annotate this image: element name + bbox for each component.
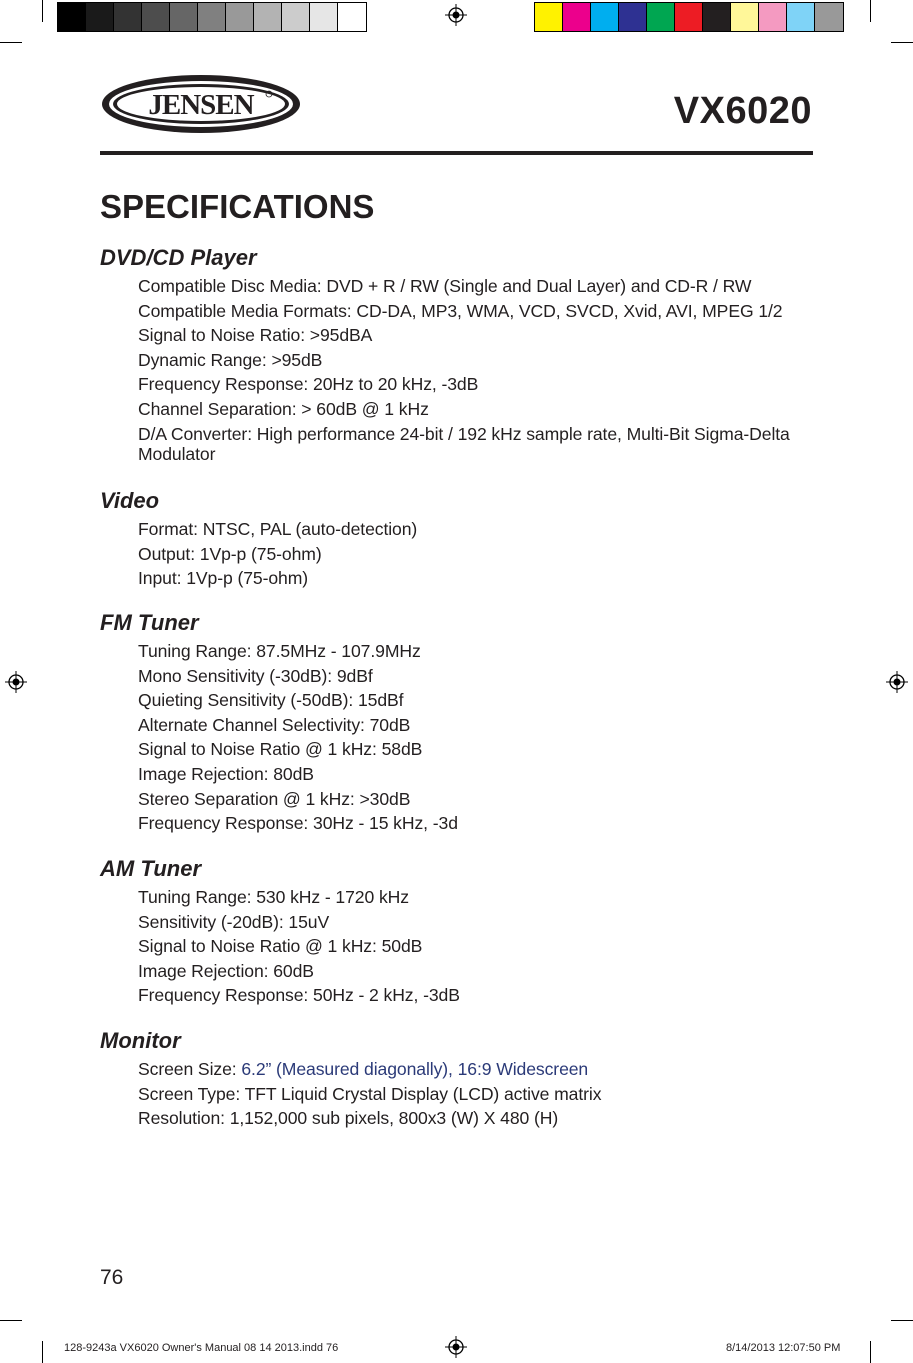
section-title: Video — [100, 488, 160, 513]
spec-item: Screen Type: TFT Liquid Crystal Display (LCD) active matrix — [138, 1083, 602, 1104]
section-am-tuner — [100, 856, 820, 1010]
color-swatch — [310, 3, 338, 31]
spec-list — [138, 519, 820, 588]
crop-mark — [891, 1320, 913, 1321]
spec-item: Alternate Channel Selectivity: 70dB — [138, 714, 411, 735]
crop-mark — [870, 0, 871, 22]
spec-item: Sensitivity (-20dB): 15uV — [138, 911, 330, 932]
spec-value: 6.2” (Measured diagonally), 16:9 Widescreen — [241, 1059, 589, 1079]
crop-mark — [891, 42, 913, 43]
crop-mark — [0, 1320, 22, 1321]
color-swatch — [114, 3, 142, 31]
spec-item: Compatible Disc Media: DVD + R / RW (Single and Dual Layer) and CD-R / RW — [138, 276, 752, 296]
logo-text: JENSEN — [148, 89, 254, 121]
spec-item: Stereo Separation @ 1 kHz: >30dB — [138, 788, 411, 809]
color-swatch — [731, 3, 759, 31]
spec-item: Output: 1Vp-p (75-ohm) — [138, 543, 322, 564]
spec-item: Dynamic Range: >95dB — [138, 349, 323, 370]
color-swatch — [815, 3, 843, 31]
gray-calibration-bar — [57, 2, 367, 32]
color-swatch — [58, 3, 86, 31]
color-calibration-bar — [534, 2, 844, 32]
spec-item: Image Rejection: 80dB — [138, 763, 314, 784]
section-title: Monitor — [100, 1028, 181, 1053]
section-title: FM Tuner — [100, 610, 199, 635]
crop-mark — [870, 1341, 871, 1363]
spec-list — [138, 1059, 820, 1128]
spec-list — [138, 276, 820, 464]
color-swatch — [535, 3, 563, 31]
color-swatch — [591, 3, 619, 31]
color-swatch — [619, 3, 647, 31]
section-title: DVD/CD Player — [100, 245, 257, 270]
jensen-logo — [100, 73, 302, 135]
spec-item: Signal to Noise Ratio @ 1 kHz: 50dB — [138, 936, 423, 957]
section-fm-tuner — [100, 610, 820, 838]
crop-mark — [0, 42, 22, 43]
spec-item: Frequency Response: 30Hz - 15 kHz, -3d — [138, 813, 458, 834]
spec-item: Signal to Noise Ratio: >95dBA — [138, 325, 373, 346]
color-swatch — [170, 3, 198, 31]
color-swatch — [675, 3, 703, 31]
spec-label: Screen Size: — [138, 1059, 242, 1079]
spec-item: Resolution: 1,152,000 sub pixels, 800x3 (W) X 480 (H) — [138, 1108, 559, 1129]
crop-mark — [42, 0, 43, 22]
color-swatch — [198, 3, 226, 31]
model-number: VX6020 — [673, 90, 812, 132]
registration-mark-icon — [445, 1336, 467, 1358]
section-dvd-cd-player — [100, 245, 820, 468]
spec-item: Mono Sensitivity (-30dB): 9dBf — [138, 665, 373, 686]
color-swatch — [142, 3, 170, 31]
spec-item: Image Rejection: 60dB — [138, 960, 314, 981]
color-swatch — [563, 3, 591, 31]
color-swatch — [759, 3, 787, 31]
spec-item-screen-size — [138, 1059, 820, 1079]
color-swatch — [338, 3, 366, 31]
section-monitor — [100, 1028, 820, 1133]
section-video — [100, 488, 820, 593]
color-swatch — [647, 3, 675, 31]
spec-item: Format: NTSC, PAL (auto-detection) — [138, 519, 418, 539]
print-slug-file: 128-9243a VX6020 Owner's Manual 08 14 2013.indd 76 — [64, 1342, 339, 1354]
registration-mark-icon — [5, 671, 27, 693]
spec-item: Frequency Response: 50Hz - 2 kHz, -3dB — [138, 985, 460, 1006]
spec-item: Input: 1Vp-p (75-ohm) — [138, 568, 309, 589]
color-swatch — [86, 3, 114, 31]
registration-mark-icon — [886, 671, 908, 693]
print-slug-timestamp: 8/14/2013 12:07:50 PM — [726, 1342, 841, 1354]
color-swatch — [787, 3, 815, 31]
spec-item: Channel Separation: > 60dB @ 1 kHz — [138, 398, 429, 419]
spec-item: Frequency Response: 20Hz to 20 kHz, -3dB — [138, 374, 479, 395]
spec-list — [138, 641, 820, 833]
spec-item: Tuning Range: 530 kHz - 1720 kHz — [138, 887, 409, 907]
spec-item: Compatible Media Formats: CD-DA, MP3, WMA, VCD, SVCD, Xvid, AVI, MPEG 1/2 — [138, 300, 783, 321]
spec-item: Signal to Noise Ratio @ 1 kHz: 58dB — [138, 739, 423, 760]
color-swatch — [282, 3, 310, 31]
crop-mark — [42, 1341, 43, 1363]
page-title: SPECIFICATIONS — [100, 188, 375, 225]
spec-item: Quieting Sensitivity (-50dB): 15dBf — [138, 690, 404, 711]
spec-item: D/A Converter: High performance 24-bit / 192 kHz sample rate, Multi-Bit Sigma-Delta Modulator — [138, 423, 790, 464]
color-swatch — [254, 3, 282, 31]
page-number: 76 — [100, 1266, 124, 1289]
color-swatch — [226, 3, 254, 31]
section-title: AM Tuner — [100, 856, 202, 881]
spec-list — [138, 887, 820, 1005]
header-rule — [100, 151, 813, 155]
color-swatch — [703, 3, 731, 31]
spec-item: Tuning Range: 87.5MHz - 107.9MHz — [138, 641, 421, 661]
registration-mark-icon — [445, 4, 467, 26]
